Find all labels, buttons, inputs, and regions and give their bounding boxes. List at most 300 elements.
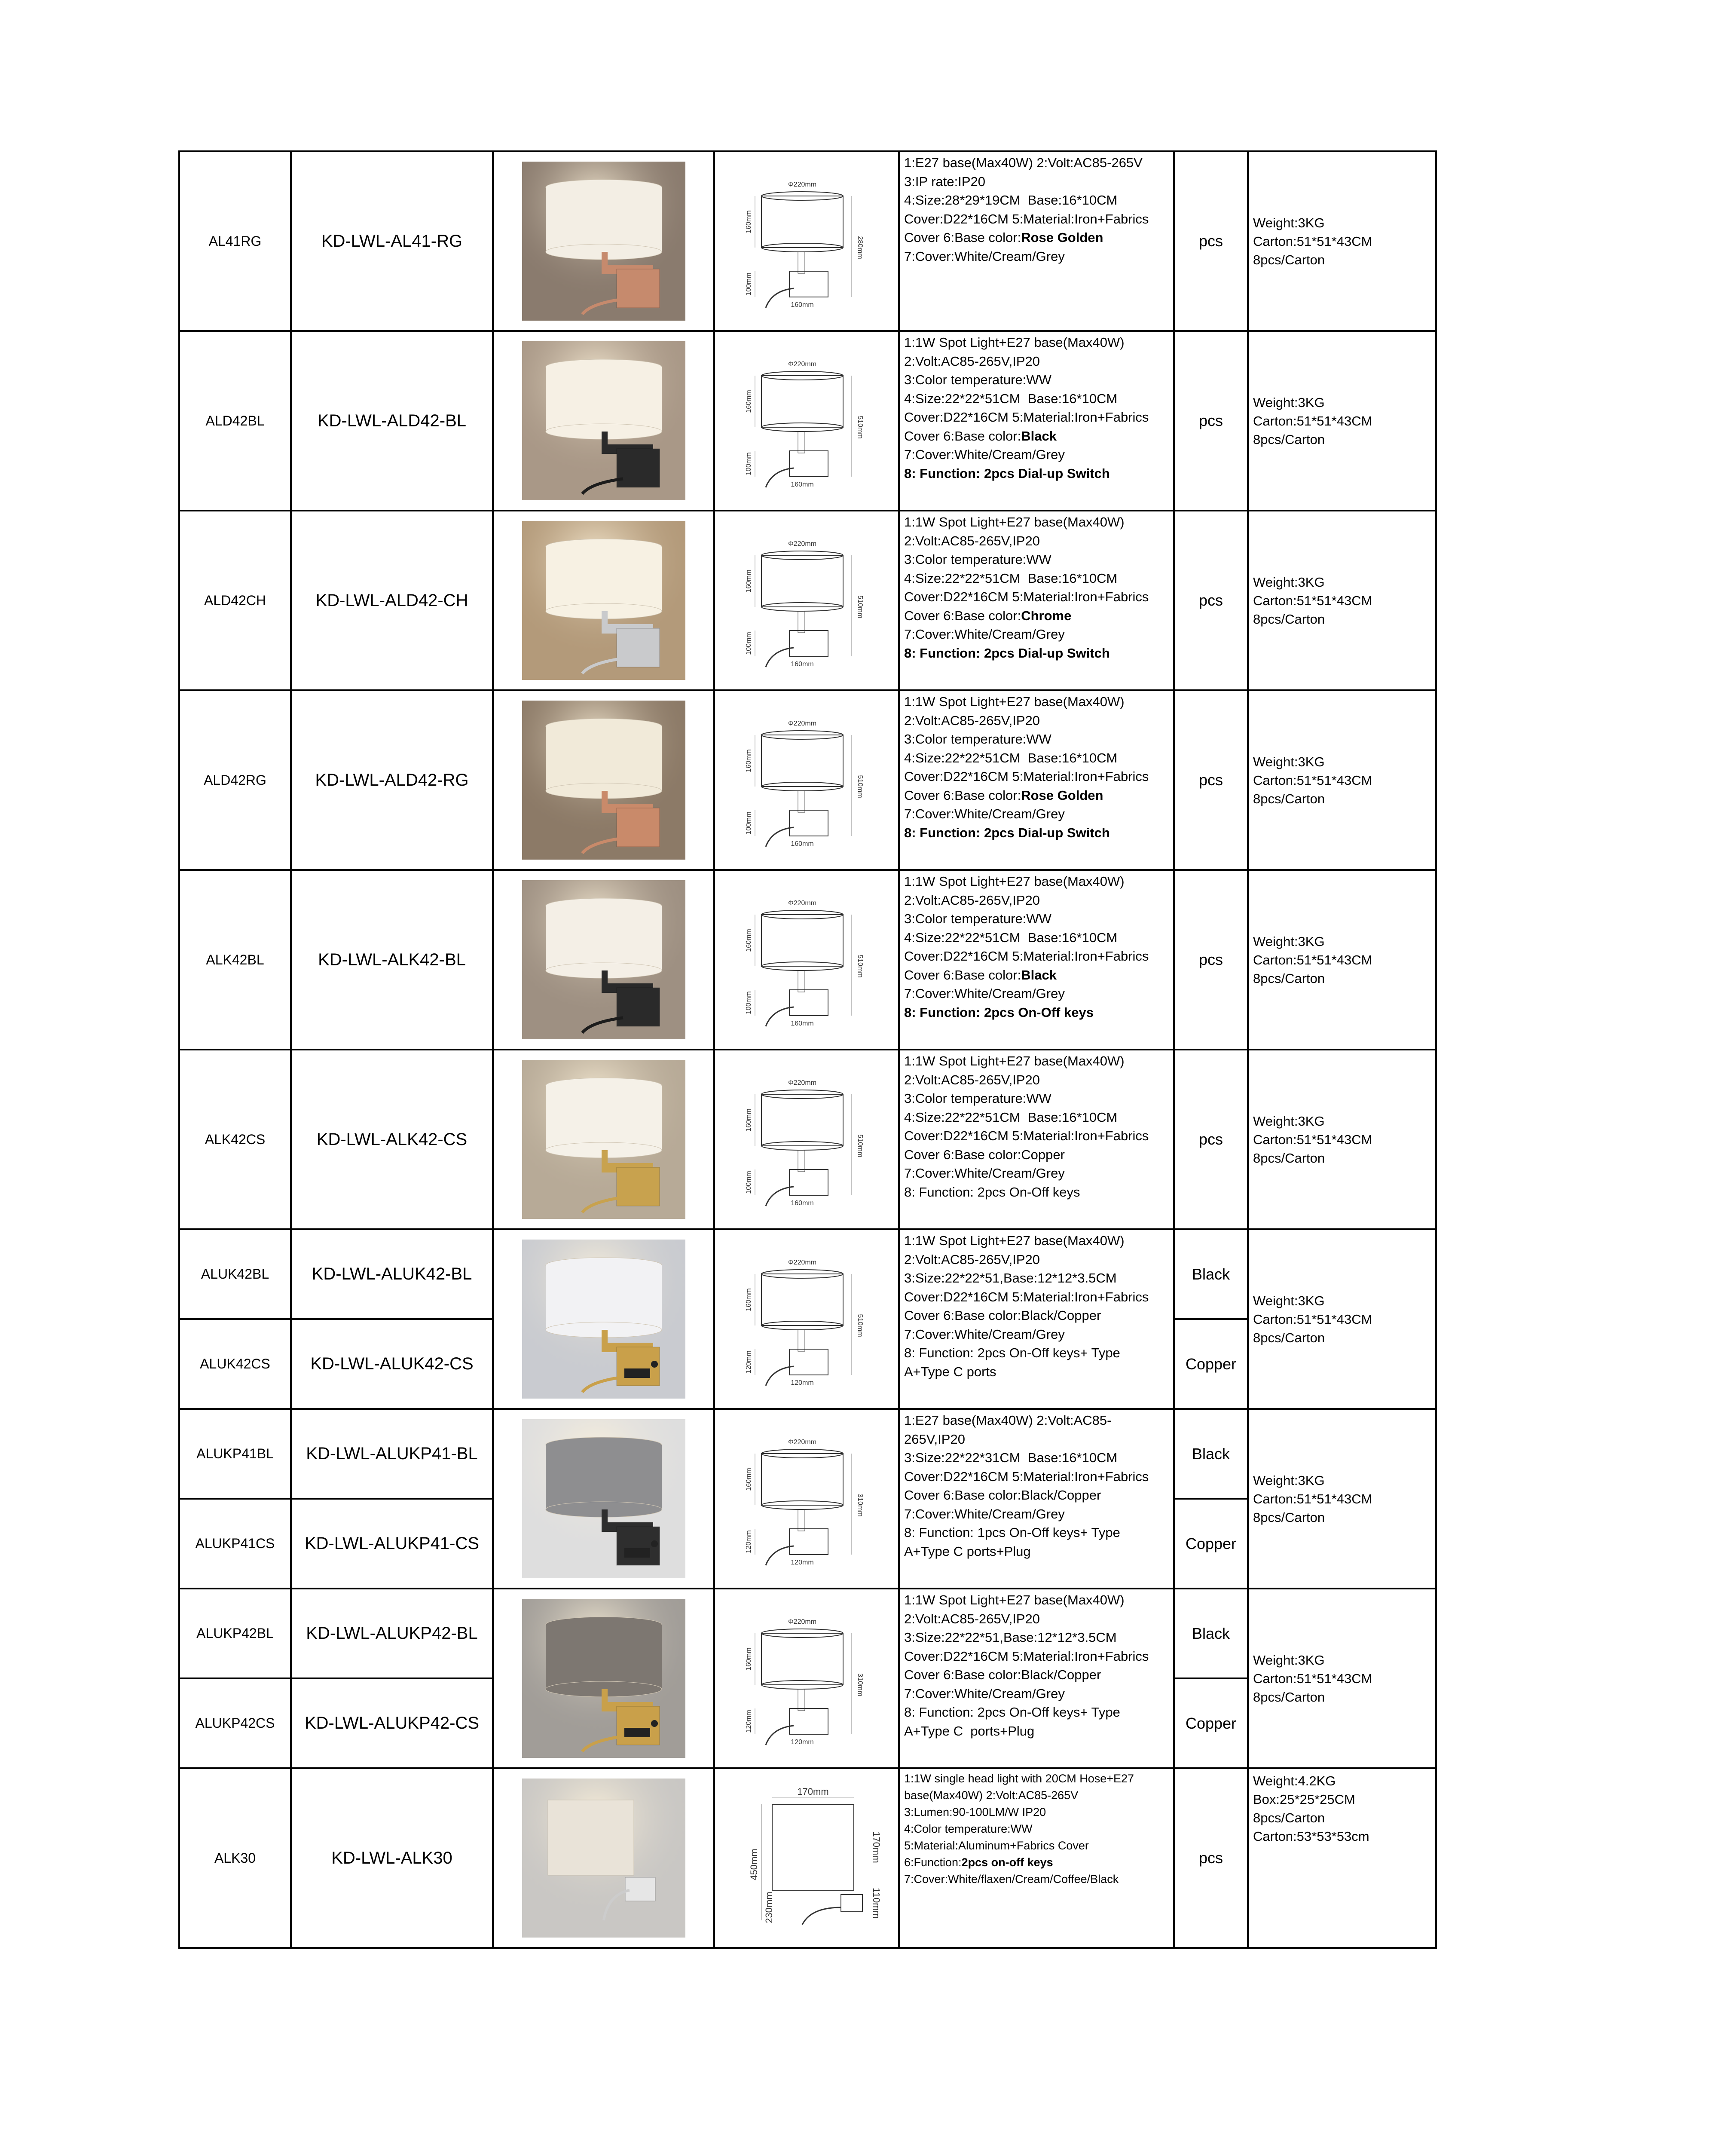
spec-line [904,427,1170,446]
spec-line: 4:Size:22*22*51CM Base:16*10CM [904,391,1118,406]
unit: pcs [1174,690,1248,870]
socket-panel [624,1548,650,1558]
spec-line-text: Cover 6:Base color: [904,230,1021,245]
lamp-shade [546,547,662,611]
product-code: KD-LWL-ALD42-CH [291,511,493,690]
model-number: ALUKP41BL [179,1409,291,1499]
dim-base-width: 120mm [791,1559,814,1566]
product-row [179,1229,1436,1319]
product-catalog-table [178,150,1437,1949]
spec-line [904,644,1170,663]
packing-line: 8pcs/Carton [1253,611,1325,627]
dim-shade-height: 160mm [745,210,752,233]
model-number: ALUK42BL [179,1229,291,1319]
packing-cell [1248,331,1436,511]
base-outline [789,631,828,656]
spec-line: 7:Cover:White/Cream/Grey [904,627,1065,642]
spec-line: Cover:D22*16CM 5:Material:Iron+Fabrics [904,211,1149,227]
dim-shade-height: 160mm [745,569,752,593]
dim-total-height: 310mm [856,1494,864,1517]
packing-line: Weight:3KG [1253,1293,1325,1308]
product-photo-cell [493,870,714,1050]
product-photo [522,701,685,860]
packing-cell [1248,690,1436,870]
product-photo [522,1240,685,1399]
lamp-base [617,449,660,487]
spec-line: 4:Size:22*22*51CM Base:16*10CM [904,750,1118,765]
product-row [179,511,1436,690]
shade-outline [761,555,843,607]
lamp-shade [546,1265,662,1330]
spec-line: 7:Cover:White/Cream/Grey [904,1166,1065,1181]
spec-line-emphasis: 8: Function: 2pcs Dial-up Switch [904,465,1110,481]
spec-line-emphasis: Black [1021,967,1057,983]
packing-line: Carton:51*51*43CM [1253,1311,1372,1327]
model-number: AL41RG [179,151,291,331]
spec-line: Cover:D22*16CM 5:Material:Iron+Fabrics [904,1289,1149,1304]
lamp-base [625,1877,655,1901]
packing-line: Carton:51*51*43CM [1253,233,1372,249]
product-row [179,1589,1436,1678]
packing-line: 8pcs/Carton [1253,1330,1325,1345]
product-row [179,1409,1436,1499]
spec-line: 3:Lumen:90-100LM/W IP20 [904,1806,1046,1818]
shade-outline [761,376,843,427]
dimension-drawing [725,1779,888,1938]
lamp-base [617,269,660,308]
spec-line: A+Type C ports+Plug [904,1543,1031,1559]
packing-line: Weight:3KG [1253,754,1325,769]
packing-line: 8pcs/Carton [1253,970,1325,986]
lamp-shade [546,1625,662,1689]
packing-line: Weight:3KG [1253,574,1325,590]
dim-base-height: 100mm [745,1171,752,1194]
shade-outline [761,1094,843,1146]
shade-outline [761,735,843,787]
spec-line-emphasis: Rose Golden [1021,787,1103,803]
spec-cell [899,1768,1174,1948]
spec-cell [899,690,1174,870]
packing-line: Carton:53*53*53cm [1253,1829,1369,1844]
spec-line-emphasis: Black [1021,428,1057,444]
packing-line: Carton:51*51*43CM [1253,593,1372,608]
unit: pcs [1174,331,1248,511]
spec-line: 8: Function: 1pcs On-Off keys+ Type [904,1525,1120,1540]
dim-base-height: 120mm [745,1350,752,1374]
lamp-shade [548,1800,634,1875]
packing-line: Weight:4.2KG [1253,1773,1336,1788]
spec-line [904,606,1170,625]
model-number: ALD42CH [179,511,291,690]
spec-line-emphasis: 8: Function: 2pcs On-Off keys [904,1004,1094,1020]
spec-cell [899,1229,1174,1409]
spec-cell [899,511,1174,690]
spec-line-text: Cover 6:Base color: [904,428,1021,444]
product-photo-cell [493,1768,714,1948]
dim-total-height: 510mm [856,595,864,618]
dim-base-width: 160mm [791,1020,814,1027]
spec-line: 2:Volt:AC85-265V,IP20 [904,353,1040,369]
packing-line: 8pcs/Carton [1253,791,1325,806]
dimension-drawing [725,1419,888,1578]
dim-base-width: 120mm [791,1379,814,1387]
base-color-option: Copper [1174,1499,1248,1589]
spec-line: 2:Volt:AC85-265V,IP20 [904,533,1040,548]
spec-cell [899,151,1174,331]
product-photo-cell [493,151,714,331]
spec-line: 7:Cover:White/Cream/Grey [904,447,1065,462]
product-photo-cell [493,1050,714,1229]
dimension-drawing [725,1599,888,1758]
dim-base-height: 100mm [745,991,752,1014]
dim-base-width: 160mm [791,661,814,668]
model-number: ALUKP42BL [179,1589,291,1678]
dimension-drawing [725,341,888,500]
spec-line: 1:1W Spot Light+E27 base(Max40W) [904,1053,1125,1068]
spec-line: 3:Color temperature:WW [904,1091,1051,1106]
spec-line: 4:Size:22*22*51CM Base:16*10CM [904,570,1118,586]
spec-line: 1:1W Spot Light+E27 base(Max40W) [904,1592,1125,1607]
product-photo [522,1060,685,1219]
dim-right: 170mm [871,1831,882,1863]
dim-shade-height: 160mm [745,1468,752,1491]
spec-line [904,1003,1170,1022]
spec-line: 2:Volt:AC85-265V,IP20 [904,1252,1040,1267]
packing-line: Weight:3KG [1253,1472,1325,1488]
packing-line: 8pcs/Carton [1253,432,1325,447]
spec-line: 7:Cover:White/flaxen/Cream/Coffee/Black [904,1873,1119,1886]
product-photo [522,341,685,500]
dim-base-height: 100mm [745,272,752,296]
spec-line: 8: Function: 2pcs On-Off keys+ Type [904,1705,1120,1720]
packing-line: Weight:3KG [1253,1113,1325,1129]
packing-line: Carton:51*51*43CM [1253,1132,1372,1147]
spec-cell [899,331,1174,511]
model-number: ALK42BL [179,870,291,1050]
base-color-option: Black [1174,1589,1248,1678]
base-outline [789,1529,828,1555]
spec-line-emphasis: 2pcs on-off keys [961,1856,1053,1869]
spec-line: 4:Size:28*29*19CM Base:16*10CM [904,193,1118,208]
product-code: KD-LWL-ALUKP41-CS [291,1499,493,1589]
spec-line-emphasis: Chrome [1021,608,1072,623]
dim-total-height: 510mm [856,775,864,798]
dim-shade-height: 160mm [745,929,752,952]
base-outline [789,1169,828,1195]
packing-line: Weight:3KG [1253,395,1325,410]
lamp-shade [546,187,662,252]
spec-line: 3:Color temperature:WW [904,372,1051,387]
spec-cell [899,870,1174,1050]
spec-line: 2:Volt:AC85-265V,IP20 [904,892,1040,908]
lamp-base [617,808,660,847]
spec-cell [899,1050,1174,1229]
product-photo-cell [493,1229,714,1409]
packing-line: 8pcs/Carton [1253,1689,1325,1705]
dimension-drawing [725,1240,888,1399]
dim-top: 170mm [797,1786,829,1797]
dimension-drawing [725,880,888,1039]
product-photo-cell [493,331,714,511]
dim-top: Φ220mm [788,181,817,188]
drawing-cell [714,1050,899,1229]
drawing-cell [714,1229,899,1409]
packing-line: Weight:3KG [1253,934,1325,949]
packing-cell [1248,1050,1436,1229]
spec-line-text: Cover 6:Base color: [904,608,1021,623]
dim-base-width: 160mm [791,1200,814,1207]
product-photo-cell [493,690,714,870]
packing-cell [1248,1589,1436,1768]
spec-line: A+Type C ports [904,1364,996,1379]
product-row [179,1768,1436,1948]
packing-line: Box:25*25*25CM [1253,1792,1355,1807]
packing-line: 8pcs/Carton [1253,1509,1325,1525]
spec-line-emphasis: 8: Function: 2pcs Dial-up Switch [904,825,1110,840]
spec-line [904,786,1170,805]
shade-outline [761,196,843,248]
product-photo [522,1419,685,1578]
spec-line: 1:E27 base(Max40W) 2:Volt:AC85-265V [904,155,1143,170]
spec-line: 8: Function: 2pcs On-Off keys [904,1184,1080,1200]
spec-line: 2:Volt:AC85-265V,IP20 [904,1072,1040,1087]
spec-line: 2:Volt:AC85-265V,IP20 [904,1611,1040,1626]
dim-shade-height: 160mm [745,390,752,413]
spec-line: Cover 6:Base color:Copper [904,1147,1065,1162]
dimension-drawing [725,701,888,860]
packing-cell [1248,1229,1436,1409]
spec-line: 1:1W Spot Light+E27 base(Max40W) [904,874,1125,889]
packing-line: Carton:51*51*43CM [1253,413,1372,429]
dim-base-width: 160mm [791,301,814,309]
spec-line: 4:Size:22*22*51CM Base:16*10CM [904,1109,1118,1125]
lamp-shade [546,1445,662,1509]
base-color-option: Copper [1174,1319,1248,1409]
spec-line: base(Max40W) 2:Volt:AC85-265V [904,1789,1079,1802]
product-row [179,690,1436,870]
dim-base-width: 120mm [791,1739,814,1746]
dim-top: Φ220mm [788,1439,817,1446]
product-row [179,1050,1436,1229]
shade-outline [772,1804,854,1890]
dim-total-height: 510mm [856,955,864,978]
lamp-base [617,628,660,667]
product-row [179,331,1436,511]
dimension-drawing [725,1060,888,1219]
spec-line: 1:1W Spot Light+E27 base(Max40W) [904,694,1125,709]
spec-line: Cover:D22*16CM 5:Material:Iron+Fabrics [904,769,1149,784]
spec-line: Cover:D22*16CM 5:Material:Iron+Fabrics [904,1128,1149,1143]
spec-line: 1:E27 base(Max40W) 2:Volt:AC85- [904,1413,1112,1428]
packing-line: Carton:51*51*43CM [1253,1491,1372,1506]
dim-top: Φ220mm [788,361,817,368]
lamp-shade [546,1086,662,1150]
unit: pcs [1174,511,1248,690]
product-row [179,870,1436,1050]
spec-line [904,464,1170,483]
dim-total-height: 510mm [856,416,864,439]
model-number: ALUKP42CS [179,1678,291,1768]
socket-panel [624,1728,650,1737]
spec-line: 7:Cover:White/Cream/Grey [904,806,1065,821]
spec-line: 7:Cover:White/Cream/Grey [904,1506,1065,1521]
dimension-drawing [725,162,888,321]
dim-top: Φ220mm [788,1618,817,1626]
dim-base-width: 160mm [791,481,814,488]
dim-top: Φ220mm [788,1259,817,1266]
shade-outline [761,1454,843,1505]
unit: pcs [1174,1768,1248,1948]
packing-line: 8pcs/Carton [1253,1150,1325,1166]
dimension-drawing [725,521,888,680]
base-outline [789,810,828,836]
product-photo [522,521,685,680]
product-row [179,151,1436,331]
spec-line: Cover 6:Base color:Black/Copper [904,1488,1101,1503]
dim-base-height: 120mm [745,1710,752,1733]
spec-line-text: Cover 6:Base color: [904,787,1021,803]
packing-line: Carton:51*51*43CM [1253,1671,1372,1686]
spec-line: 3:Color temperature:WW [904,552,1051,567]
dim-total-height: 310mm [856,1673,864,1696]
spec-line: Cover 6:Base color:Black/Copper [904,1667,1101,1682]
lamp-base [617,988,660,1026]
product-code: KD-LWL-AL41-RG [291,151,493,331]
model-number: ALUK42CS [179,1319,291,1409]
product-photo [522,1779,685,1938]
spec-line: 7:Cover:White/Cream/Grey [904,1686,1065,1701]
spec-line: 3:Color temperature:WW [904,732,1051,747]
dim-top: Φ220mm [788,720,817,727]
spec-line-emphasis: Rose Golden [1021,230,1103,245]
product-photo-cell [493,511,714,690]
spec-line: 3:IP rate:IP20 [904,174,985,189]
dim-base-height: 100mm [745,811,752,835]
spec-line: Cover:D22*16CM 5:Material:Iron+Fabrics [904,589,1149,604]
model-number: ALD42BL [179,331,291,511]
packing-line: 8pcs/Carton [1253,1810,1325,1825]
dim-shade-height: 160mm [745,1647,752,1671]
dim-total-height: 280mm [856,236,864,259]
spec-line: 265V,IP20 [904,1431,965,1447]
product-code: KD-LWL-ALUK42-BL [291,1229,493,1319]
spec-line: Cover:D22*16CM 5:Material:Iron+Fabrics [904,1648,1149,1664]
product-code: KD-LWL-ALUKP41-BL [291,1409,493,1499]
dim-base-height: 100mm [745,632,752,655]
spec-line: 1:1W Spot Light+E27 base(Max40W) [904,1233,1125,1248]
spec-line [904,228,1170,247]
spec-line-emphasis: 8: Function: 2pcs Dial-up Switch [904,645,1110,661]
drawing-cell [714,1409,899,1589]
model-number: ALD42RG [179,690,291,870]
packing-cell [1248,870,1436,1050]
product-code: KD-LWL-ALK42-BL [291,870,493,1050]
product-code: KD-LWL-ALK30 [291,1768,493,1948]
base-color-option: Black [1174,1409,1248,1499]
spec-line: Cover:D22*16CM 5:Material:Iron+Fabrics [904,949,1149,964]
dim-top: Φ220mm [788,1079,817,1087]
spec-line [904,823,1170,842]
unit: pcs [1174,870,1248,1050]
spec-line: 7:Cover:White/Cream/Grey [904,248,1065,264]
product-code: KD-LWL-ALUKP42-CS [291,1678,493,1768]
spec-line: 3:Size:22*22*51,Base:12*12*3.5CM [904,1630,1117,1645]
product-photo [522,162,685,321]
drawing-cell [714,151,899,331]
product-code: KD-LWL-ALD42-RG [291,690,493,870]
dim-base-width: 160mm [791,840,814,848]
shade-outline [761,1633,843,1685]
dim-shade-height: 160mm [745,1108,752,1132]
shade-outline [761,1274,843,1326]
spec-cell [899,1589,1174,1768]
unit: pcs [1174,1050,1248,1229]
dim-right2: 110mm [871,1888,882,1919]
drawing-cell [714,690,899,870]
spec-line: 4:Size:22*22*51CM Base:16*10CM [904,930,1118,945]
drawing-cell [714,870,899,1050]
drawing-cell [714,511,899,690]
spec-line: 7:Cover:White/Cream/Grey [904,986,1065,1001]
packing-line: Carton:51*51*43CM [1253,772,1372,788]
dim-base-height: 120mm [745,1530,752,1553]
base-color-option: Black [1174,1229,1248,1319]
product-photo [522,880,685,1039]
product-photo [522,1599,685,1758]
dim-top: Φ220mm [788,900,817,907]
spec-line: 1:1W Spot Light+E27 base(Max40W) [904,335,1125,350]
unit: pcs [1174,151,1248,331]
spec-line: 4:Color temperature:WW [904,1822,1033,1835]
lamp-shade [546,906,662,970]
spec-line: 3:Size:22*22*31CM Base:16*10CM [904,1450,1118,1465]
spec-line: 1:1W single head light with 20CM Hose+E27 [904,1772,1134,1785]
packing-line: Weight:3KG [1253,215,1325,230]
packing-cell [1248,1768,1436,1948]
lamp-shade [546,726,662,791]
lamp-shade [546,367,662,432]
spec-line: 8: Function: 2pcs On-Off keys+ Type [904,1345,1120,1360]
spec-cell [899,1409,1174,1589]
spec-line: A+Type C ports+Plug [904,1723,1035,1739]
packing-cell [1248,151,1436,331]
socket-panel [624,1368,650,1378]
product-code: KD-LWL-ALUK42-CS [291,1319,493,1409]
product-photo-cell [493,1589,714,1768]
packing-line: Carton:51*51*43CM [1253,952,1372,967]
spec-line-text: Cover 6:Base color: [904,967,1021,983]
base-outline [789,990,828,1016]
spec-line: 5:Material:Aluminum+Fabrics Cover [904,1839,1089,1852]
base-outline [789,1708,828,1734]
product-code: KD-LWL-ALK42-CS [291,1050,493,1229]
product-code: KD-LWL-ALD42-BL [291,331,493,511]
spec-line: 2:Volt:AC85-265V,IP20 [904,713,1040,728]
packing-line: Weight:3KG [1253,1652,1325,1668]
product-photo-cell [493,1409,714,1589]
spec-line: 3:Size:22*22*51,Base:12*12*3.5CM [904,1270,1117,1286]
model-number: ALK30 [179,1768,291,1948]
dim-top: Φ220mm [788,540,817,548]
dim-arm: 230mm [764,1892,774,1923]
spec-line [904,1854,1170,1871]
spec-line: Cover 6:Base color:Black/Copper [904,1308,1101,1323]
product-code: KD-LWL-ALUKP42-BL [291,1589,493,1678]
packing-cell [1248,1409,1436,1589]
spec-line: Cover:D22*16CM 5:Material:Iron+Fabrics [904,1469,1149,1484]
spec-line: 3:Color temperature:WW [904,911,1051,926]
model-number: ALK42CS [179,1050,291,1229]
